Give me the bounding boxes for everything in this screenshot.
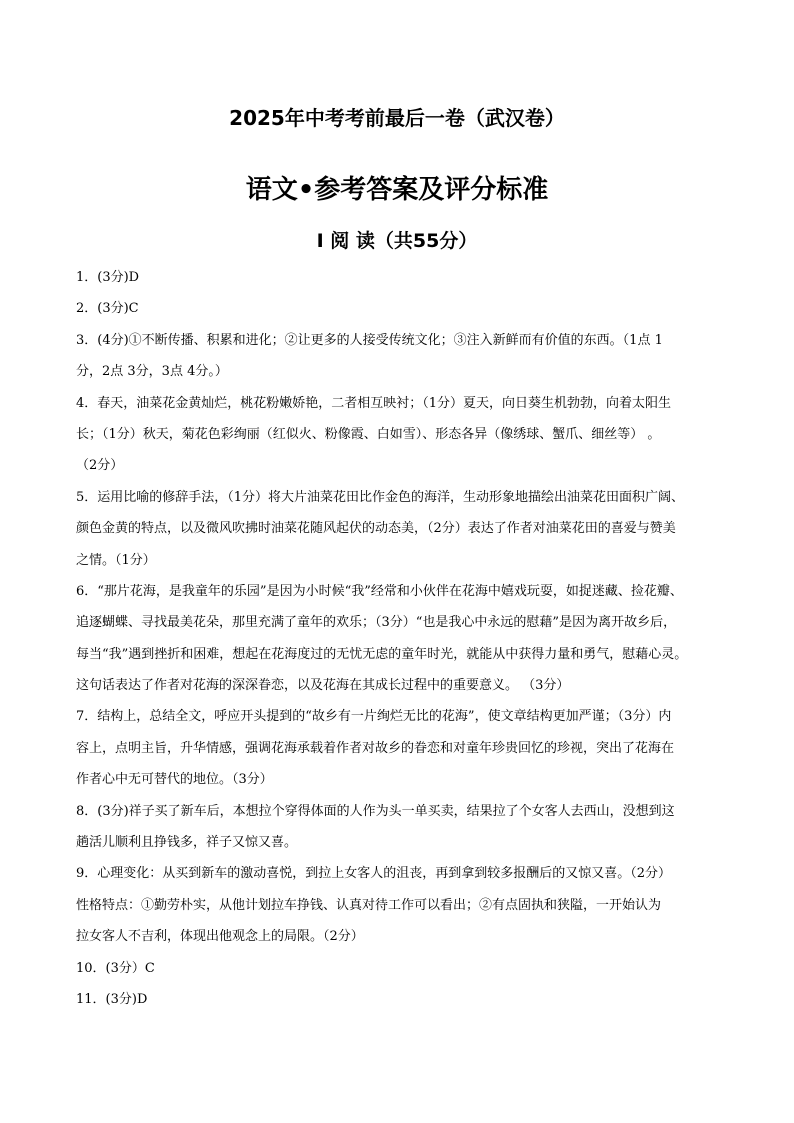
answer-item-3	[76, 325, 720, 388]
answer-item-1	[76, 262, 720, 293]
answer-line: 追逐蝴蝶、寻找最美花朵，那里充满了童年的欢乐；（3分）“也是我心中永远的慰藉”是因为离开故乡后，	[76, 615, 677, 631]
answer-line: 长；（1分）秋天，菊花色彩绚丽（红似火、粉像霞、白如雪）、形态各异（像绣球、蟹爪、细丝等） 。	[76, 426, 661, 442]
answer-line: 4．春天，油菜花金黄灿烂，桃花粉嫩娇艳，二者相互映衬；（1分）夏天，向日葵生机勃勃，向着太阳生	[76, 395, 672, 411]
answer-line: 9．心理变化：从买到新车的激动喜悦，到拉上女客人的沮丧，再到拿到较多报酬后的又惊又喜。（2分）	[76, 866, 672, 882]
answer-list	[76, 262, 720, 1015]
answer-line: 分，2点 3分，3点 4分。）	[76, 364, 228, 380]
exam-title: 2025年中考考前最后一卷（武汉卷）	[229, 106, 565, 130]
answer-line: 性格特点：①勤劳朴实，从他计划拉车挣钱、认真对待工作可以看出；②有点固执和狭隘，一开始认为	[76, 897, 662, 913]
section-title: I 阅 读（共55分）	[316, 230, 478, 252]
answer-line: 7．结构上，总结全文，呼应开头提到的“故乡有一片绚烂无比的花海”，使文章结构更加严谨；（3分）内	[76, 709, 672, 725]
answer-line: 10．(3分）C	[76, 960, 155, 976]
answer-item-8	[76, 796, 720, 859]
answer-line: 之情。（1分）	[76, 552, 156, 568]
answer-line: 2．(3分)C	[76, 301, 139, 317]
answer-line: 颜色金黄的特点，以及微风吹拂时油菜花随风起伏的动态美，（2分）表达了作者对油菜花田的喜爱与赞美	[76, 521, 676, 537]
answer-item-11	[76, 984, 720, 1015]
answer-item-7	[76, 701, 720, 795]
answer-line: 1．(3分)D	[76, 270, 140, 285]
answer-item-5	[76, 482, 720, 576]
answer-line: 拉女客人不吉利，体现出他观念上的局限。（2分）	[76, 929, 364, 945]
answer-line: 趟活儿顺利且挣钱多，祥子又惊又喜。	[76, 835, 298, 851]
answer-line: 3．(4分)①不断传播、积累和进化；②让更多的人接受传统文化；③注入新鲜而有价值的东西。（1点 1	[76, 332, 663, 348]
answer-line: 6．“那片花海，是我童年的乐园”是因为小时候“我”经常和小伙伴在花海中嬉戏玩耍，如捉迷藏、捡花瓣、	[76, 583, 683, 599]
answer-item-9	[76, 858, 720, 952]
answer-line: 8．(3分)祥子买了新车后，本想拉个穿得体面的人作为头一单买卖，结果拉了个女客人去西山，没想到这	[76, 803, 675, 819]
answer-line: 这句话表达了作者对花海的深深眷恋，以及花海在其成长过程中的重要意义。 （3分）	[76, 678, 570, 694]
answer-line: 5．运用比喻的修辞手法，（1分）将大片油菜花田比作金色的海洋，生动形象地描绘出油菜花田面积广阔、	[76, 489, 685, 505]
answer-line: 容上，点明主旨，升华情感，强调花海承载着作者对故乡的眷恋和对童年珍贵回忆的珍视，突出了花海在	[76, 740, 675, 756]
answer-line: 作者心中无可替代的地位。（3分）	[76, 772, 273, 788]
answer-item-6	[76, 576, 720, 702]
answer-line: 11．(3分)D	[76, 991, 148, 1007]
answer-item-2	[76, 293, 720, 324]
answer-item-4	[76, 388, 720, 482]
answer-line: （2分）	[76, 458, 124, 474]
answer-line: 每当“我”遇到挫折和困难，想起在花海度过的无忧无虑的童年时光，就能从中获得力量和勇气，慰藉心灵。	[76, 646, 688, 662]
document-title: 语文•参考答案及评分标准	[245, 175, 549, 205]
answer-item-10	[76, 953, 720, 984]
